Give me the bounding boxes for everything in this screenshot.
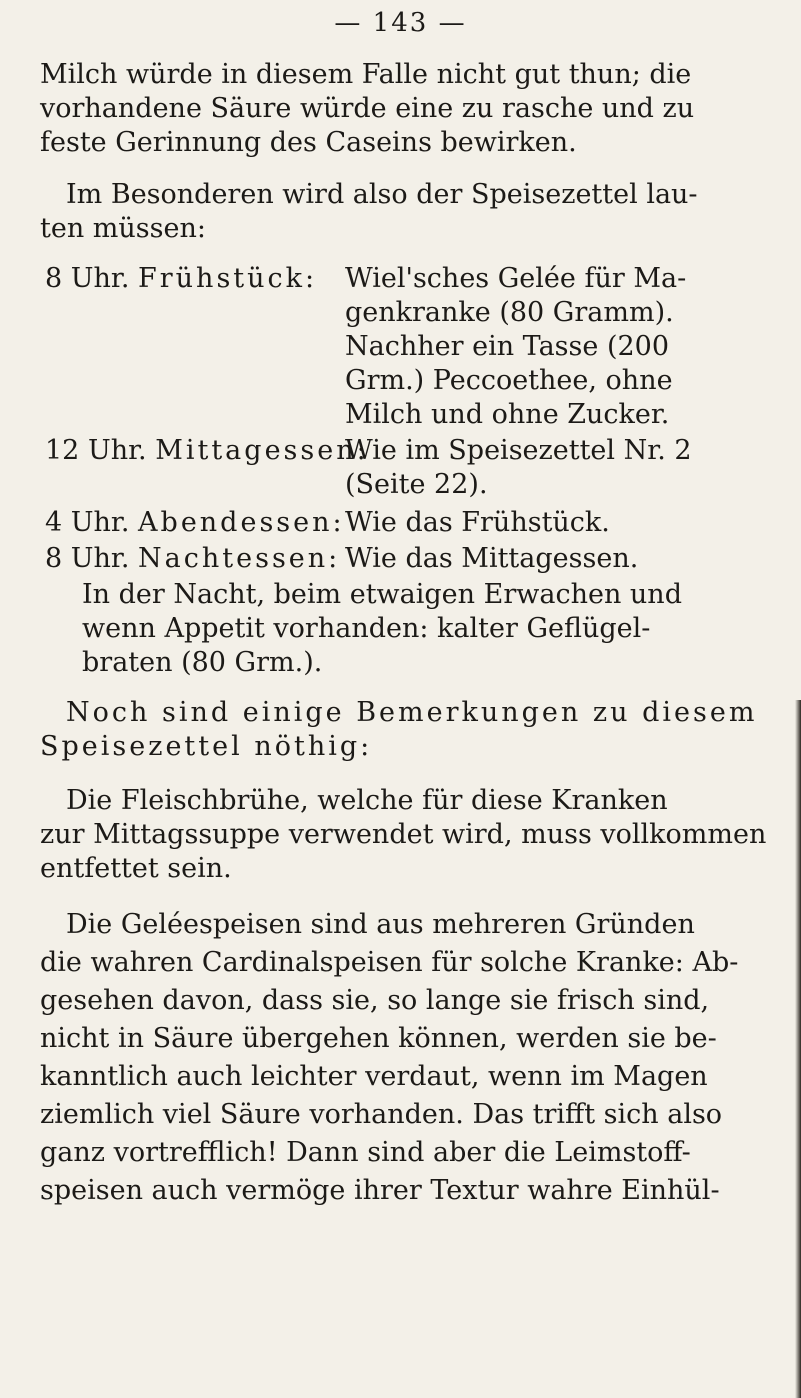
text-line: vorhandene Säure würde eine zu rasche und zu: [40, 93, 695, 124]
text-line: Speisezettel nöthig:: [40, 731, 373, 762]
meal-description: Milch und ohne Zucker.: [345, 399, 670, 430]
meal-description: Wie im Speisezettel Nr. 2: [345, 435, 692, 466]
meal-name: Mittagessen:: [155, 435, 369, 466]
text-line: speisen auch vermöge ihrer Textur wahre Einhül-: [40, 1175, 720, 1206]
text-line: ten müssen:: [40, 213, 206, 244]
text-line: ziemlich viel Säure vorhanden. Das trifft sich also: [40, 1099, 723, 1130]
text-line: ganz vortrefflich! Dann sind aber die Leimstoff-: [40, 1137, 691, 1168]
meal-name: Nachtessen:: [138, 543, 341, 574]
text-line: Noch sind einige Bemerkungen zu diesem: [66, 697, 758, 728]
meal-time: 4 Uhr.: [45, 507, 130, 538]
page-edge-shadow: [795, 700, 801, 1398]
text-line: Die Fleischbrühe, welche für diese Kranken: [66, 785, 668, 816]
meal-description: Wie das Mittagessen.: [345, 543, 639, 574]
meal-time: 8 Uhr.: [45, 543, 130, 574]
text-line: Die Geléespeisen sind aus mehreren Gründen: [66, 909, 695, 940]
meal-description: Nachher ein Tasse (200: [345, 331, 670, 362]
meal-name: Frühstück:: [138, 263, 318, 294]
text-line: kanntlich auch leichter verdaut, wenn im Magen: [40, 1061, 708, 1092]
text-line: nicht in Säure übergehen können, werden sie be-: [40, 1023, 717, 1054]
text-line: die wahren Cardinalspeisen für solche Kranke: Ab-: [40, 947, 739, 978]
text-line: wenn Appetit vorhanden: kalter Geflügel-: [82, 613, 651, 644]
text-line: entfettet sein.: [40, 853, 232, 884]
text-line: Im Besonderen wird also der Speisezettel lau-: [66, 179, 698, 210]
meal-description: genkranke (80 Gramm).: [345, 297, 674, 328]
meal-time: 12 Uhr.: [45, 435, 147, 466]
page-number: — 143 —: [334, 8, 467, 38]
text-line: gesehen davon, dass sie, so lange sie frisch sind,: [40, 985, 710, 1016]
text-line: feste Gerinnung des Caseins bewirken.: [40, 127, 577, 158]
text-line: In der Nacht, beim etwaigen Erwachen und: [82, 579, 682, 610]
meal-description: (Seite 22).: [345, 469, 488, 500]
text-line: zur Mittagssuppe verwendet wird, muss vollkommen: [40, 819, 767, 850]
meal-description: Wie das Frühstück.: [345, 507, 610, 538]
text-line: Milch würde in diesem Falle nicht gut thun; die: [40, 59, 692, 90]
meal-description: Grm.) Peccoethee, ohne: [345, 365, 673, 396]
meal-time: 8 Uhr.: [45, 263, 130, 294]
meal-name: Abendessen:: [138, 507, 345, 538]
text-line: braten (80 Grm.).: [82, 647, 323, 678]
meal-description: Wiel'sches Gelée für Ma-: [345, 263, 687, 294]
